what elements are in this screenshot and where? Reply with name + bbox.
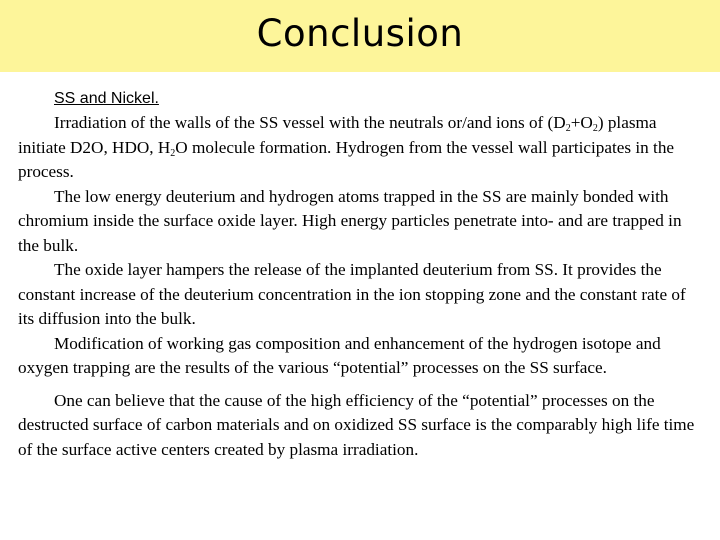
- subheading: SS and Nickel.: [54, 90, 159, 107]
- slide-title: Conclusion: [256, 11, 464, 55]
- p1-sub-3: 2: [170, 147, 176, 159]
- paragraph-oxide-layer: The oxide layer hampers the release of the implanted deuterium from SS. It provides the constant increase of the deuterium concentration in the ion stopping zone and the constant rate of its diffusion into the bulk.: [18, 260, 686, 328]
- paragraph-modification: Modification of working gas composition and enhancement of the hydrogen isotope and oxygen trapping are the results of the various “potential” processes on the SS surface.: [18, 333, 661, 377]
- paragraph-conclusion: One can believe that the cause of the high efficiency of the “potential” processes on the destructed surface of carbon materials and on oxidized SS surface is the comparably high life time of the surface active centers created by plasma irradiation.: [18, 390, 695, 459]
- p1-sub-1: 2: [565, 123, 571, 134]
- p1-text-c: ) plasma initiate D2O, HDO, H: [18, 113, 657, 157]
- p1-text-b: +O: [570, 113, 593, 132]
- p1-sub-2: 2: [592, 123, 598, 134]
- paragraph-irradiation: [18, 111, 702, 185]
- p1-text-a: Irradiation of the walls of the SS vessel with the neutrals or/and ions of (D: [54, 113, 566, 132]
- paragraph-low-energy: The low energy deuterium and hydrogen atoms trapped in the SS are mainly bonded with chromium inside the surface oxide layer. High energy particles penetrate into- and are trapped in the bulk.: [18, 186, 682, 255]
- title-band: [0, 0, 720, 72]
- p1-text-d: O molecule formation. Hydrogen from the vessel wall participates in the process.: [18, 137, 675, 181]
- slide-body: [18, 88, 702, 462]
